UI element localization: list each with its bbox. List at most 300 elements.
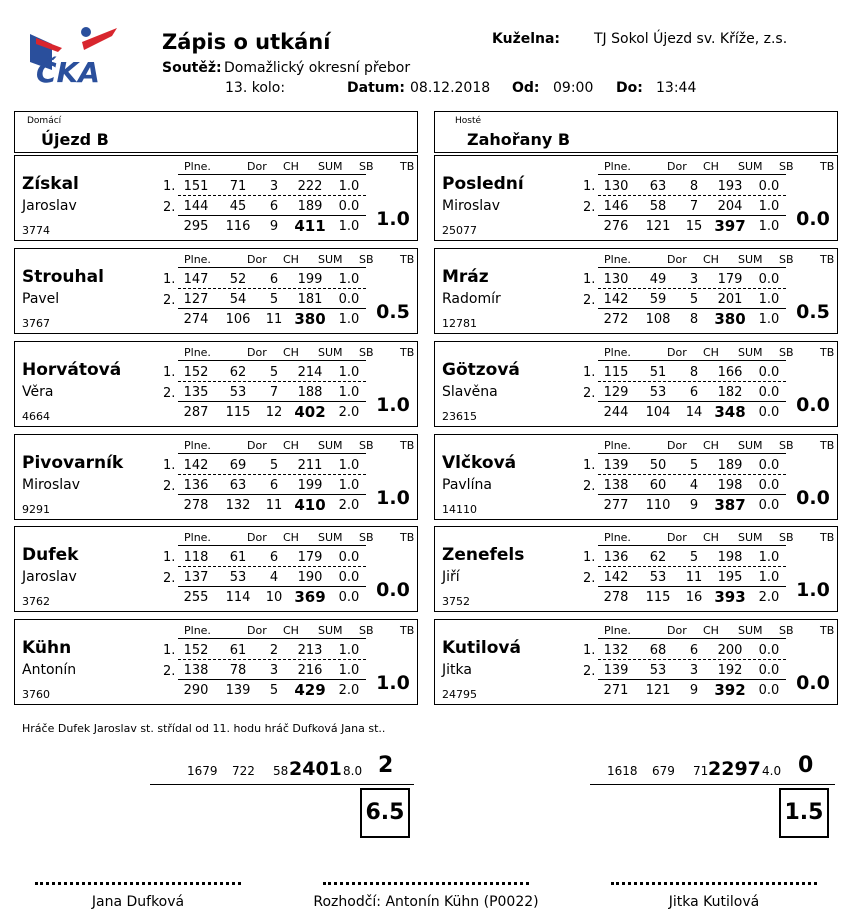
round-cell: 1.0 [338,385,360,400]
total-cell: 15 [685,219,703,234]
away-player-card [434,341,838,427]
player-tb-points: 1.0 [376,487,410,509]
round-cell: 136 [183,478,209,493]
round-cell: 1.0 [338,478,360,493]
column-header-sum: SUM [318,253,343,266]
column-header-tb: TB [400,624,415,637]
round-cell: 132 [603,643,629,658]
round-cell: 115 [603,365,629,380]
column-header-tb: TB [400,346,415,359]
row-separator [598,474,786,475]
total-cell: 0.0 [758,405,780,420]
round-cell: 3 [689,663,699,678]
away-total-sb: 4.0 [762,764,782,778]
round-cell: 138 [183,663,209,678]
total-cell: 369 [294,588,326,606]
column-header-ch: CH [283,624,299,637]
player-first-name: Jaroslav [22,198,77,214]
round-cell: 54 [229,292,247,307]
total-rule [598,494,786,495]
row-separator [178,474,366,475]
round-cell: 211 [297,458,323,473]
column-header-tb: TB [400,439,415,452]
total-rule [178,401,366,402]
total-cell: 387 [714,496,746,514]
round-cell: 182 [717,385,743,400]
column-header-sb: SB [359,439,374,452]
round-cell: 6 [689,385,699,400]
column-header-tb: TB [820,253,835,266]
column-header-dor: Dor [667,624,687,637]
player-first-name: Pavel [22,291,60,307]
round-cell: 129 [603,385,629,400]
column-header-sum: SUM [738,253,763,266]
round-cell: 60 [649,478,667,493]
column-header-sum: SUM [318,160,343,173]
round-cell: 2 [269,643,279,658]
total-cell: 16 [685,590,703,605]
round-cell: 4 [269,570,279,585]
round-cell: 214 [297,365,323,380]
total-cell: 5 [269,683,279,698]
round-cell: 5 [689,550,699,565]
signature-line-referee [323,882,529,885]
page-title: Zápis o utkání [162,30,331,54]
row-number: 2. [583,571,596,586]
column-header-sb: SB [779,160,794,173]
round-cell: 1.0 [758,550,780,565]
player-tb-points: 1.0 [376,208,410,230]
round-cell: 190 [297,570,323,585]
total-cell: 392 [714,681,746,699]
round-cell: 152 [183,643,209,658]
round-cell: 189 [717,458,743,473]
round-cell: 139 [603,458,629,473]
total-cell: 295 [183,219,209,234]
soutez-value: Domažlický okresní přebor [224,60,411,76]
round-cell: 61 [229,550,247,565]
column-header-dor: Dor [667,160,687,173]
header-rule [598,545,786,546]
total-rule [598,215,786,216]
player-registration: 23615 [442,410,477,423]
away-player-card [434,619,838,705]
total-cell: 121 [645,683,671,698]
round-cell: 142 [183,458,209,473]
home-player-card [14,155,418,241]
round-cell: 192 [717,663,743,678]
total-cell: 106 [225,312,251,327]
total-cell: 278 [603,590,629,605]
column-header-plne: Plne. [604,160,631,173]
total-cell: 1.0 [338,219,360,234]
round-cell: 53 [229,385,247,400]
away-total-ch: 71 [693,764,709,778]
column-header-ch: CH [703,253,719,266]
home-total-sb: 8.0 [343,764,363,778]
do-label: Do: [616,80,643,96]
player-last-name: Zenefels [442,545,525,565]
round-cell: 195 [717,570,743,585]
player-registration: 14110 [442,503,477,516]
round-cell: 5 [689,292,699,307]
column-header-plne: Plne. [184,346,211,359]
player-tb-points: 0.5 [796,301,830,323]
away-label: Hosté [455,116,482,126]
svg-text:ČKA: ČKA [36,56,100,89]
total-cell: 402 [294,403,326,421]
player-tb-points: 0.0 [376,579,410,601]
player-tb-points: 0.0 [796,394,830,416]
column-header-tb: TB [820,346,835,359]
total-cell: 380 [294,310,326,328]
total-rule [178,679,366,680]
row-number: 2. [583,200,596,215]
player-registration: 3767 [22,317,50,330]
round-cell: 179 [717,272,743,287]
round-cell: 135 [183,385,209,400]
column-header-dor: Dor [247,346,267,359]
player-last-name: Mráz [442,267,489,287]
soutez-label: Soutěž: [162,60,222,76]
round-cell: 137 [183,570,209,585]
round-cell: 179 [297,550,323,565]
total-cell: 14 [685,405,703,420]
away-player-card [434,434,838,520]
away-total-plne: 1618 [607,764,638,778]
column-header-sb: SB [779,439,794,452]
round-cell: 130 [603,179,629,194]
round-cell: 0.0 [758,385,780,400]
column-header-tb: TB [820,439,835,452]
row-number: 2. [163,200,176,215]
row-number: 1. [583,179,596,194]
player-tb-points: 1.0 [376,394,410,416]
round-cell: 1.0 [338,365,360,380]
round-cell: 146 [603,199,629,214]
column-header-ch: CH [283,346,299,359]
header-rule [178,545,366,546]
total-cell: 244 [603,405,629,420]
round-cell: 59 [649,292,667,307]
header-rule [598,267,786,268]
round-cell: 1.0 [338,663,360,678]
player-first-name: Jitka [442,662,472,678]
column-header-tb: TB [820,624,835,637]
round-cell: 188 [297,385,323,400]
player-last-name: Pivovarník [22,453,124,473]
column-header-plne: Plne. [184,160,211,173]
column-header-ch: CH [703,439,719,452]
column-header-plne: Plne. [604,253,631,266]
home-label: Domácí [27,116,62,126]
total-cell: 393 [714,588,746,606]
round-cell: 147 [183,272,209,287]
player-tb-points: 0.0 [796,208,830,230]
total-rule [178,215,366,216]
player-tb-points: 0.0 [796,487,830,509]
away-team-box [434,111,838,153]
cka-logo [22,22,122,92]
round-cell: 6 [269,550,279,565]
total-cell: 348 [714,403,746,421]
row-separator [178,288,366,289]
total-cell: 278 [183,498,209,513]
round-cell: 201 [717,292,743,307]
player-last-name: Vlčková [442,453,517,473]
header-rule [178,360,366,361]
round-cell: 61 [229,643,247,658]
round-cell: 198 [717,550,743,565]
player-first-name: Jaroslav [22,569,77,585]
round-cell: 7 [269,385,279,400]
round-cell: 118 [183,550,209,565]
row-number: 1. [163,458,176,473]
column-header-sb: SB [779,624,794,637]
round-cell: 0.0 [758,643,780,658]
round-cell: 166 [717,365,743,380]
away-player-card [434,155,838,241]
row-number: 1. [583,458,596,473]
column-header-tb: TB [400,160,415,173]
round-cell: 199 [297,272,323,287]
round-cell: 50 [649,458,667,473]
column-header-sum: SUM [738,531,763,544]
row-separator [598,288,786,289]
round-cell: 193 [717,179,743,194]
home-team-name: Újezd B [41,130,109,149]
total-cell: 410 [294,496,326,514]
round-cell: 1.0 [758,292,780,307]
total-rule [598,401,786,402]
home-player-card [14,619,418,705]
round-cell: 198 [717,478,743,493]
column-header-dor: Dor [247,160,267,173]
round-cell: 1.0 [758,570,780,585]
home-total-sum: 2401 [289,758,342,780]
round-cell: 127 [183,292,209,307]
row-number: 1. [583,550,596,565]
round-cell: 69 [229,458,247,473]
column-header-plne: Plne. [604,624,631,637]
round-cell: 1.0 [758,199,780,214]
column-header-sb: SB [359,253,374,266]
column-header-plne: Plne. [604,531,631,544]
round-cell: 3 [269,179,279,194]
round-cell: 6 [689,643,699,658]
round-cell: 3 [269,663,279,678]
round-cell: 11 [685,570,703,585]
round-cell: 199 [297,478,323,493]
header-rule [598,360,786,361]
round-cell: 0.0 [758,458,780,473]
total-rule [598,586,786,587]
column-header-sum: SUM [318,531,343,544]
home-player-card [14,341,418,427]
away-score: 1.5 [779,788,829,838]
player-registration: 4664 [22,410,50,423]
column-header-sb: SB [779,346,794,359]
round-cell: 216 [297,663,323,678]
player-registration: 12781 [442,317,477,330]
total-cell: 139 [225,683,251,698]
column-header-sum: SUM [738,160,763,173]
player-last-name: Získal [22,174,79,194]
total-cell: 114 [225,590,251,605]
total-cell: 255 [183,590,209,605]
round-cell: 63 [649,179,667,194]
column-header-tb: TB [820,531,835,544]
column-header-dor: Dor [667,531,687,544]
round-cell: 0.0 [758,272,780,287]
column-header-plne: Plne. [184,624,211,637]
player-first-name: Miroslav [22,477,81,493]
player-first-name: Pavlína [442,477,492,493]
column-header-ch: CH [703,624,719,637]
row-separator [178,659,366,660]
round-cell: 58 [649,199,667,214]
away-totals [590,750,835,785]
player-registration: 25077 [442,224,477,237]
player-first-name: Antonín [22,662,77,678]
row-number: 2. [583,386,596,401]
home-totals [150,750,414,785]
row-number: 1. [583,365,596,380]
round-cell: 71 [229,179,247,194]
signature-line-away [611,882,817,885]
total-cell: 397 [714,217,746,235]
total-cell: 9 [689,498,699,513]
round-cell: 139 [603,663,629,678]
datum-value: 08.12.2018 [410,80,491,96]
row-number: 2. [583,293,596,308]
player-registration: 24795 [442,688,477,701]
home-total-ch: 58 [273,764,289,778]
round-cell: 78 [229,663,247,678]
total-cell: 104 [645,405,671,420]
round-cell: 130 [603,272,629,287]
round-cell: 213 [297,643,323,658]
column-header-sum: SUM [318,346,343,359]
row-number: 2. [163,479,176,494]
total-cell: 0.0 [338,590,360,605]
row-number: 2. [163,571,176,586]
header-rule [598,174,786,175]
header-rule [178,638,366,639]
round-cell: 200 [717,643,743,658]
total-cell: 12 [265,405,283,420]
round-cell: 45 [229,199,247,214]
round-cell: 222 [297,179,323,194]
total-cell: 2.0 [338,405,360,420]
round-cell: 204 [717,199,743,214]
total-rule [178,308,366,309]
round-cell: 136 [603,550,629,565]
kuzelna-value: TJ Sokol Újezd sv. Kříže, z.s. [594,31,788,47]
total-rule [178,586,366,587]
do-value: 13:44 [656,80,697,96]
column-header-dor: Dor [667,439,687,452]
player-tb-points: 0.0 [796,672,830,694]
row-separator [598,195,786,196]
column-header-sum: SUM [738,346,763,359]
player-registration: 9291 [22,503,50,516]
row-separator [598,566,786,567]
column-header-dor: Dor [247,624,267,637]
column-header-ch: CH [703,160,719,173]
player-last-name: Kühn [22,638,72,658]
total-cell: 0.0 [758,498,780,513]
total-cell: 115 [225,405,251,420]
od-label: Od: [512,80,540,96]
row-number: 1. [163,272,176,287]
player-first-name: Miroslav [442,198,501,214]
column-header-plne: Plne. [184,253,211,266]
total-rule [598,679,786,680]
away-player-card [434,526,838,612]
total-cell: 11 [265,498,283,513]
column-header-sb: SB [779,253,794,266]
home-score: 6.5 [360,788,410,838]
round-cell: 49 [649,272,667,287]
row-number: 1. [583,643,596,658]
total-cell: 8 [689,312,699,327]
row-number: 1. [163,179,176,194]
total-cell: 276 [603,219,629,234]
column-header-sb: SB [779,531,794,544]
away-total-dor: 679 [652,764,675,778]
row-number: 2. [163,293,176,308]
column-header-plne: Plne. [184,439,211,452]
row-number: 1. [163,643,176,658]
total-rule [178,494,366,495]
player-registration: 3752 [442,595,470,608]
column-header-plne: Plne. [604,439,631,452]
round-cell: 138 [603,478,629,493]
round-cell: 7 [689,199,699,214]
home-player-card [14,248,418,334]
row-number: 1. [583,272,596,287]
player-last-name: Horvátová [22,360,122,380]
kuzelna-label: Kuželna: [492,31,561,47]
round-cell: 5 [269,292,279,307]
round-cell: 0.0 [758,663,780,678]
substitution-note: Hráče Dufek Jaroslav st. střídal od 11. hodu hráč Dufková Jana st.. [22,722,386,735]
column-header-dor: Dor [247,531,267,544]
round-cell: 1.0 [338,458,360,473]
round-cell: 63 [229,478,247,493]
round-cell: 0.0 [338,199,360,214]
player-tb-points: 1.0 [376,672,410,694]
round-cell: 142 [603,570,629,585]
round-cell: 144 [183,199,209,214]
away-total-sum: 2297 [708,758,761,780]
away-total-mp: 0 [798,753,814,778]
total-cell: 9 [689,683,699,698]
player-tb-points: 1.0 [796,579,830,601]
player-registration: 3762 [22,595,50,608]
column-header-tb: TB [400,253,415,266]
column-header-plne: Plne. [604,346,631,359]
column-header-sb: SB [359,531,374,544]
round-cell: 53 [649,385,667,400]
player-last-name: Kutilová [442,638,521,658]
column-header-sum: SUM [318,624,343,637]
column-header-ch: CH [703,346,719,359]
player-first-name: Věra [22,384,54,400]
round-cell: 8 [689,365,699,380]
row-separator [598,659,786,660]
